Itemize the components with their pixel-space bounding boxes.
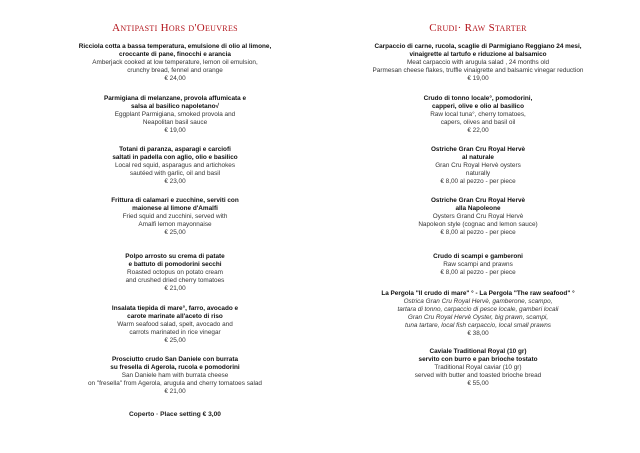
menu-item-price: € 21,00 bbox=[164, 388, 186, 395]
menu-item-description: Eggplant Parmigiana, smoked provola and bbox=[114, 111, 236, 118]
menu-item bbox=[25, 356, 325, 396]
menu-item bbox=[25, 43, 325, 83]
menu-item-description: and crushed dried cherry tomatoes bbox=[125, 277, 225, 284]
menu-item bbox=[328, 43, 628, 83]
menu-item bbox=[328, 95, 628, 135]
menu-item-name: Prosciutto crudo San Daniele con burrata bbox=[111, 356, 239, 363]
menu-item-name: Crudo di tonno locale°, pomodorini, bbox=[423, 95, 533, 102]
menu-item-name: Insalata tiepida di mare°, farro, avocado e bbox=[111, 305, 239, 312]
menu-item bbox=[25, 146, 325, 186]
menu-item bbox=[328, 290, 628, 338]
menu-item-description: on "fresella" from Agerola, arugula and cherry tomatoes salad bbox=[88, 380, 262, 387]
menu-item-name: maionese al limone d'Amalfi bbox=[132, 205, 218, 212]
menu-item-description: Ostrica Gran Cru Royal Hervè, gamberone, scampo, bbox=[403, 298, 553, 305]
menu-item-price: € 19,00 bbox=[467, 75, 489, 82]
menu-item-name: e battuto di pomodorini secchi bbox=[128, 261, 222, 268]
menu-item-name: su fresella di Agerola, rucola e pomodorini bbox=[110, 364, 240, 371]
menu-item-name: carote marinate all'aceto di riso bbox=[127, 313, 223, 320]
menu-item-name: Frittura di calamari e zucchine, serviti con bbox=[111, 197, 239, 204]
menu-item bbox=[328, 348, 628, 388]
menu-item bbox=[25, 305, 325, 345]
section-title-antipasti: Antipasti Hors d'Oeuvres bbox=[112, 22, 238, 34]
menu-item-description: Roasted octopus on potato cream bbox=[127, 269, 223, 276]
menu-item-name: Ostriche Gran Cru Royal Hervè bbox=[430, 146, 526, 153]
menu-item-name: Parmigiana di melanzane, provola affumicata e bbox=[103, 95, 247, 102]
menu-item-description: Warm seafood salad, spelt, avocado and bbox=[117, 321, 233, 328]
menu-item bbox=[25, 95, 325, 135]
menu-item-description: Raw local tuna°, cherry tomatoes, bbox=[430, 111, 526, 118]
menu-item-description: Amberjack cooked at low temperature, lemon oil emulsion, bbox=[92, 59, 258, 66]
menu-item-description: carrots marinated in rice vinegar bbox=[129, 329, 221, 336]
menu-item-description: capers, olives and basil oil bbox=[440, 119, 516, 126]
menu-item-description: tartara di tonno, carpaccio di pesce locale, gamberi locali bbox=[397, 306, 559, 313]
menu-item-price: € 25,00 bbox=[164, 229, 186, 236]
menu-item-name: Totani di paranza, asparagi e carciofi bbox=[119, 146, 231, 153]
menu-item-description: Traditional Royal caviar (10 gr) bbox=[434, 364, 522, 371]
coperto-note: Coperto · Place setting € 3,00 bbox=[129, 411, 221, 418]
menu-item-description: Gran Cru Royal Hervè Oyster, big prawn, scampi, bbox=[407, 314, 549, 321]
menu-item-name: Polpo arrosto su crema di patate bbox=[125, 253, 225, 260]
menu-item-description: Oysters Grand Cru Royal Hervè bbox=[432, 213, 524, 220]
menu-item-name: Ostriche Gran Cru Royal Hervè bbox=[430, 197, 526, 204]
menu-item-description: Local red squid, asparagus and artichokes bbox=[114, 162, 236, 169]
menu-item-description: Neapolitan basil sauce bbox=[142, 119, 208, 126]
menu-item-name: Carpaccio di carne, rucola, scaglie di Parmigiano Reggiano 24 mesi, bbox=[374, 43, 582, 50]
menu-item-description: sautéed with garlic, oil and basil bbox=[129, 170, 221, 177]
menu-item-description: Amalfi lemon mayonnaise bbox=[138, 221, 212, 228]
menu-item-price: € 38,00 bbox=[467, 330, 489, 337]
menu-item bbox=[25, 197, 325, 237]
menu-item bbox=[25, 253, 325, 293]
menu-item-price: € 22,00 bbox=[467, 127, 489, 134]
menu-item-description: served with butter and toasted brioche bread bbox=[414, 372, 542, 379]
menu-item-name: al naturale bbox=[462, 154, 494, 161]
menu-item-price: € 25,00 bbox=[164, 337, 186, 344]
menu-item-description: Parmesan cheese flakes, truffle vinaigrette and balsamic vinegar reduction bbox=[372, 67, 584, 74]
menu-item-name: capperi, olive e olio al basilico bbox=[432, 103, 524, 110]
menu-item-name: alla Napoleone bbox=[455, 205, 501, 212]
menu-item-description: tuna tartare, local fish carpaccio, local small prawns bbox=[405, 322, 551, 329]
menu-item-price: € 24,00 bbox=[164, 75, 186, 82]
menu-item-description: Meat carpaccio with arugula salad , 24 months old bbox=[406, 59, 550, 66]
menu-item-price: € 55,00 bbox=[467, 380, 489, 387]
menu-item-description: Raw scampi and prawns bbox=[443, 261, 513, 268]
menu-item-price: € 21,00 bbox=[164, 285, 186, 292]
menu-item-name: Caviale Traditional Royal (10 gr) bbox=[429, 348, 527, 355]
menu-item-name: croccante di pane, finocchi e arancia bbox=[119, 51, 231, 58]
section-title-crudi: Crudi· Raw Starter bbox=[429, 22, 527, 34]
menu-item-price: € 8,00 al pezzo - per piece bbox=[440, 269, 516, 276]
menu-item-name: La Pergola "Il crudo di mare" ° - La Pergola "The raw seafood" ° bbox=[381, 290, 575, 297]
menu-item-price: € 19,00 bbox=[164, 127, 186, 134]
menu-item-description: naturally bbox=[465, 170, 491, 177]
menu-item-name: servito con burro e pan brioche tostato bbox=[418, 356, 538, 363]
menu-item-description: Gran Cru Royal Hervè oysters bbox=[435, 162, 521, 169]
menu-item bbox=[328, 197, 628, 237]
menu-item-price: € 8,00 al pezzo - per piece bbox=[440, 229, 516, 236]
menu-item bbox=[328, 253, 628, 277]
menu-item-name: salsa al basilico napoletano√ bbox=[130, 103, 220, 110]
menu-item-name: Crudo di scampi e gamberoni bbox=[433, 253, 523, 260]
menu-item-description: Fried squid and zucchini, served with bbox=[122, 213, 228, 220]
menu-item-name: vinaigrette al tartufo e riduzione al balsamico bbox=[409, 51, 547, 58]
menu-item-description: San Daniele ham with burrata cheese bbox=[121, 372, 229, 379]
menu-item-name: Ricciola cotta a bassa temperatura, emulsione di olio al limone, bbox=[78, 43, 272, 50]
menu-item-price: € 8,00 al pezzo - per piece bbox=[440, 178, 516, 185]
menu-item-description: crunchy bread, fennel and orange bbox=[127, 67, 223, 74]
menu-item-description: Napoleon style (cognac and lemon sauce) bbox=[418, 221, 538, 228]
menu-item-name: saltati in padella con aglio, olio e basilico bbox=[112, 154, 238, 161]
menu-item bbox=[328, 146, 628, 186]
menu-item-price: € 23,00 bbox=[164, 178, 186, 185]
